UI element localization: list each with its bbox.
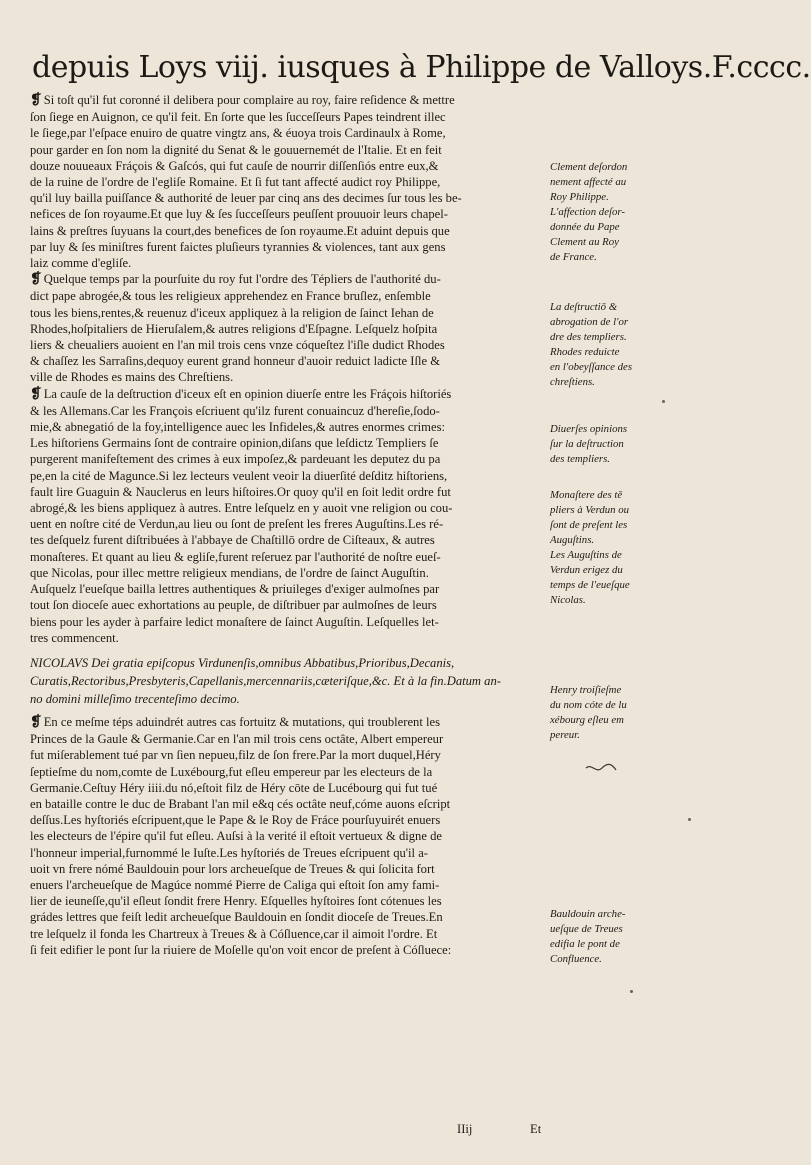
margin-note-2: La deſtructiō & abrogation de l'or dre des templiers. Rhodes reduicte en l'obeyſſance des chreſtiens. [550,301,633,388]
paper-speck [688,818,691,821]
margin-note-1: Clement deſordon nement affecté au Roy Philippe. L'affection deſor- donnée du Pape Clement au Roy de France. [550,161,628,263]
running-head: depuis Loys viij. iusques à Philippe de Valloys.F.cccc. [32,50,811,85]
paragraph-3: ❡ La cauſe de la deſtruction d'iceux eſt en opinion diuerſe entre les Fráçois hiſtoriés & les Allemans.Car les François eſcriuent qu'ilz furent conuaincuz d'hereſie,ſodo- mie,& abnegatió de la foy,intelligence auec les Infideles,& autres enormes crimes: Les hiſtoriens Germains ſont de contraire opinion,diſans que leſdictz Templiers ſe purgerent manifeſtement des crimes à eux impoſez,& pardeuant les deputez du pa pe,en la cité de Magunce.Si lez lecteurs veulent veoir la diuerſité deſditz hiſtoriens, fault lire Guaguin & Nauclerus en leurs hiſtoires.Or quoy qu'il en ſoit ledit ordre fut abrogé,& les biens appliquez à autres. Entre leſquelz en y auoit vne religion ou cou- uent en noſtre cité de Verdun,au lieu ou ſont de preſent les freres Auguſtins.Les ré- tes deſquelz furent diſtribuées à l'abbaye de Chaſtillō ordre de Ciſteaux, & autres monaſteres. Et quant au lieu & egliſe,furent reſeruez par l'authorité de noſtre eueſ- que Nicolas, pour illec mettre religieux mendians, de l'ordre de ſainct Auguſtin. Auſquelz l'eueſque bailla lettres authentiques & priuileges d'exiger aulmoſnes par tout ſon dioceſe auec exhortations au peuple, de diſtribuer par aulmoſnes de leurs biens pour les ayder à parfaire ledict monaſtere de ſainct Auguſtin. Leſquelles let- tres commencent. [30,386,453,645]
pilcrow-icon: ❡ [30,714,42,730]
margin-note-5: Henry troiſieſme du nom cóte de lu xébourg eſleu em pereur. [550,684,627,741]
paper-speck [630,990,633,993]
paragraph-2: ❡ Quelque temps par la pourſuite du roy fut l'ordre des Tépliers de l'authorité du- dict pape abrogée,& tous les religieux apprehendez en France bruſlez, enſemble tous les biens,rentes,& reuenuz d'iceux appliquez à la religion de ſainct Iehan de Rhodes,hoſpitaliers de Hieruſalem,& autres religions d'Eſpagne. Leſquelz hoſpita liers & cheualiers auoient en l'an mil trois cens vnze cóqueſtez l'iſle dudict Rhodes & chaſſez les Sarraſins,dequoy eurent grand honneur d'auoir reduict ladicte Iſle & ville de Rhodes es mains des Chreſtiens. [30,272,445,385]
hand-flourish-icon [584,762,618,776]
pilcrow-icon: ❡ [30,386,42,402]
main-text-column [30,92,544,958]
paper-speck [662,400,665,403]
pilcrow-icon: ❡ [30,272,42,288]
catchword: Et [530,1122,542,1136]
margin-note-3: Diuerſes opinions ſur la deſtruction des templiers. [550,423,628,465]
paragraph-4: ❡ En ce meſme téps aduindrét autres cas fortuitz & mutations, qui troublerent les Princes de la Gaule & Germanie.Car en l'an mil trois cens octâte, Albert empereur fut miſerablement tué par vn ſien nepueu,filz de ſon frere.Par la mort duquel,Héry ſeptieſme du nom,comte de Luxébourg,fut eſleu empereur par les electeurs de la Germanie.Ceſtuy Héry iiii.du nó,eſtoit filz de Héry cōte de Lucébourg qui fut tué en bataille contre le duc de Brabant l'an mil e&q cés octâte neuf,cóme auons eſcript deſſus.Les hyſtoriés eſcripuent,que le Pape & le Roy de Fráce pourſuyuirét enuers les electeurs de l'épire qu'il fut eſleu. Auſsi à la verité il eſtoit vertueux & digne de l'honneur imperial,furnommé le Iuſte.Les hyſtoriés de Treues eſcripuent qu'il a- uoit vn frere nómé Bauldouin pour lors archeueſque de Treues & qui ſolicita fort enuers l'archeueſque de Magúce nommé Pierre de Caliga qui eſtoit ſon amy fami- lier de ieuneſſe,qu'il eſleut ſondit frere Henry. Eſquelles hyſtoires ſont cótenues les grádes lettres que feiſt ledit archeueſque Bauldouin en ſondit dioceſe de Treues.En tre leſquelz il fonda les Chartreux à Treues & à Cóſluence,car il aimoit l'ordre. Et ſi feit edifier le pont ſur la riuiere de Moſelle qu'on voit encor de preſent à Cóſluece: [30,714,452,957]
pilcrow-icon: ❡ [30,93,42,108]
margin-note-6: Bauldouin arche- ueſque de Treues edifia le pont de Confluence. [550,908,626,965]
margin-note-4: Monaſtere des tē pliers à Verdun ou ſont de preſent les Auguſtins. Les Auguſtins de Verdun erigez du temps de l'eueſque Nicolas. [550,489,630,606]
latin-charter-quote: NICOLAVS Dei gratia epiſcopus Virdunenſis,omnibus Abbatibus,Prioribus,Decanis, Curatis,Rectoribus,Presbyteris,Capellanis,mercennariis,cæteriſque,&c. Et à la fin.Datum an- no domini milleſimo trecenteſimo decimo. [30,655,501,706]
paragraph-1: ❡ Si toſt qu'il fut coronné il delibera pour complaire au roy, faire reſidence & mettre ſon ſiege en Auignon, ce qu'il feit. En ſorte que les ſucceſſeurs Papes teindrent illec le ſiege,par l'eſpace enuiro de quatre vingtz ans, & éuoya trois Cardinaulx à Rome, pour garder en ſon nom la dignité du Senat & le gouuernemét de l'Italie. Et en feit douze nouueaux Fráçois & Gaſcós, qui fut cauſe de nourrir diſſenſiós entre eux,& de la ruine de l'ordre de l'egliſe Romaine. Et ſi fut tant affecté audict roy Philippe, qu'il luy bailla puiſſance & authorité de leuer par cinq ans des decimes ſur tous les be- nefices de ſon royaume.Et que luy & ſes ſucceſſeurs peuſſent prouuoir leurs chapel- lains & preſtres ſuyuans la court,des benefices de ſon royaume.Et aduint depuis que par luy & ſes miniſtres furent faictes pluſieurs tyrannies & violences, tant aux gens laiz comme d'egliſe. [30,93,462,271]
signature-mark: IIij [457,1122,473,1136]
